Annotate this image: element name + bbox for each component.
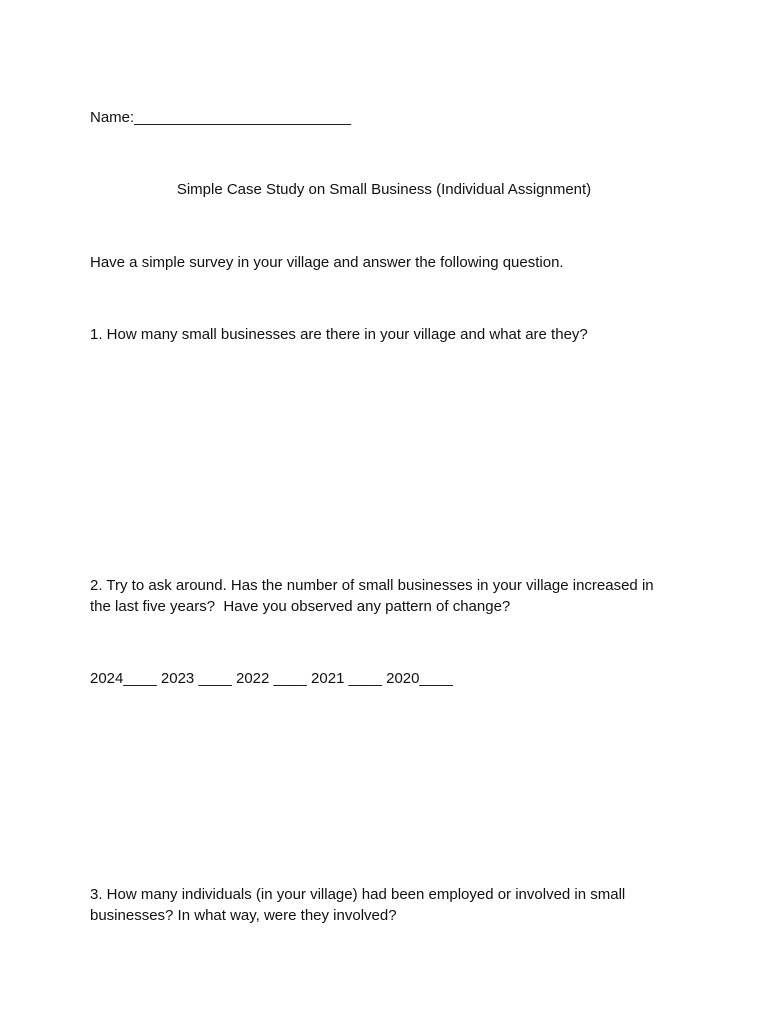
question-1: 1. How many small businesses are there in your village and what are they? [90, 326, 588, 343]
question-3-line-1: 3. How many individuals (in your village) had been employed or involved in small [90, 886, 626, 903]
question-2 [90, 575, 680, 617]
name-blank: __________________________ [134, 109, 352, 126]
question-3 [90, 884, 680, 926]
instructions-text: Have a simple survey in your village and answer the following question. [90, 254, 564, 271]
document-title: Simple Case Study on Small Business (Individual Assignment) [176, 181, 592, 198]
name-label: Name: [90, 109, 135, 126]
years-blanks-line: 2024____ 2023 ____ 2022 ____ 2021 ____ 2020____ [90, 670, 453, 687]
question-2-line-1: 2. Try to ask around. Has the number of small businesses in your village increased in [90, 577, 654, 594]
question-2-line-2: the last five years? Have you observed any pattern of change? [90, 598, 511, 615]
name-field-line [90, 107, 351, 128]
question-3-line-2: businesses? In what way, were they involved? [90, 907, 397, 924]
